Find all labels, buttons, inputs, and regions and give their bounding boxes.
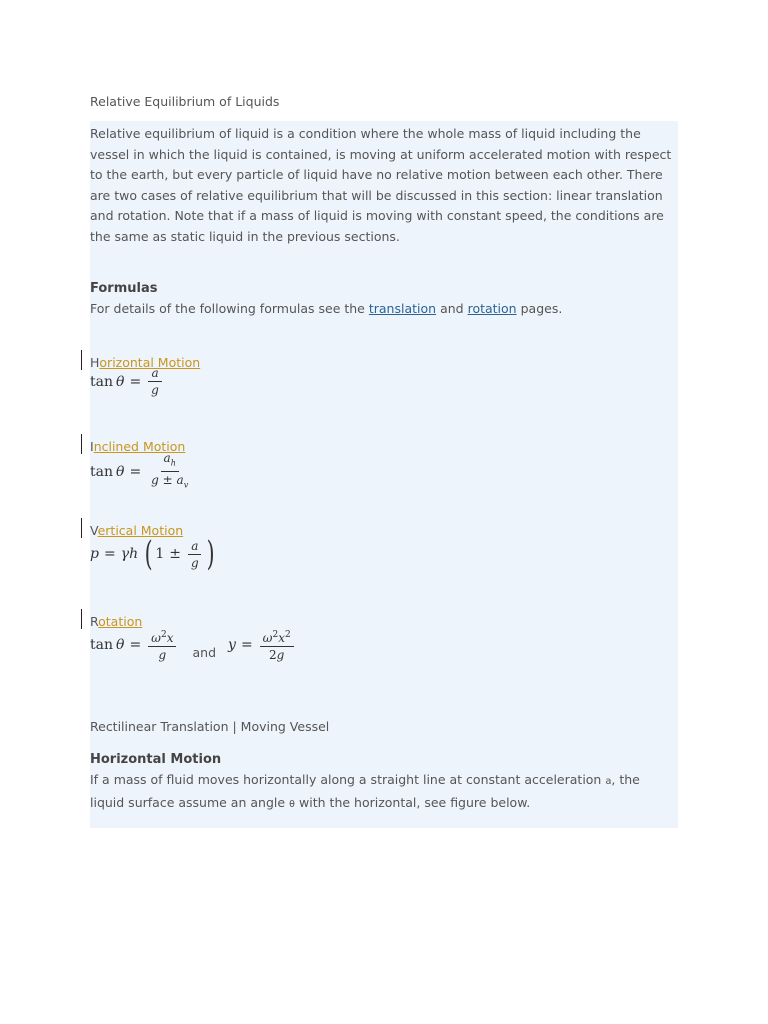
- fraction-a-over-g: $\frac{a}{g}$: [188, 539, 202, 570]
- text-cursor: [81, 609, 82, 629]
- inclined-motion-formula: tan θ = $\frac{a_h}{g \pm a_v}$: [90, 451, 193, 493]
- horizontal-motion-initial: H: [90, 355, 100, 370]
- inclined-motion-initial: I: [90, 439, 94, 454]
- section-title: Rectilinear Translation | Moving Vessel: [90, 719, 330, 734]
- fraction-ah-over-g-pm-av: $\frac{a_h}{g \pm a_v}$: [151, 451, 189, 490]
- text-cursor: [81, 518, 82, 538]
- translation-link[interactable]: translation: [368, 301, 437, 316]
- inclined-motion-link[interactable]: nclined Motion: [93, 439, 186, 454]
- page-title: Relative Equilibrium of Liquids: [90, 94, 280, 109]
- para-part1: If a mass of fluid moves horizontally along a straight line at constant acceleration: [90, 772, 602, 787]
- vertical-motion-formula: p = γh ( 1 ± $\frac{a}{g}$ ): [90, 534, 215, 574]
- vertical-motion-initial: V: [90, 523, 98, 538]
- vertical-motion-link[interactable]: ertical Motion: [97, 523, 184, 538]
- horizontal-motion-link[interactable]: orizontal Motion: [99, 355, 201, 370]
- rotation-link[interactable]: rotation: [467, 301, 517, 316]
- fraction-omega2x-over-g: $\frac{\omega^2x}{g}$: [148, 628, 176, 662]
- horizontal-motion-subheading: Horizontal Motion: [90, 752, 222, 767]
- para-part2: , the liquid surface assume an angle: [90, 772, 640, 810]
- text-cursor: [81, 350, 82, 370]
- details-prefix: For details of the following formulas see the: [90, 301, 365, 316]
- rotation-formula: tan θ = $\frac{\omega^2x}{g}$ and y = $\frac{\omega^2x^2}{2g}$: [90, 628, 296, 662]
- text-cursor: [81, 434, 82, 454]
- formulas-heading: Formulas: [90, 281, 158, 296]
- rotation-heading: [90, 614, 142, 629]
- para-var-a: a: [605, 776, 612, 787]
- vertical-motion-heading: [90, 523, 183, 538]
- rotation-initial: R: [90, 614, 99, 629]
- horizontal-motion-formula: tan θ = $\frac{a}{g}$: [90, 366, 164, 397]
- rotation-and: and: [192, 644, 217, 660]
- horizontal-motion-paragraph: [90, 770, 678, 815]
- intro-paragraph: Relative equilibrium of liquid is a condition where the whole mass of liquid including the vessel in which the liquid is contained, is moving at uniform accelerated motion with respect to the earth, but every particle of liquid have no relative motion between each other. There are two cases of relative equilibrium that will be discussed in this section: linear translation and rotation. Note that if a mass of liquid is moving with constant speed, the conditions are the same as static liquid in the previous sections.: [90, 126, 672, 244]
- para-var-theta: θ: [289, 798, 296, 810]
- para-part3: with the horizontal, see figure below.: [299, 794, 531, 810]
- details-suffix: pages.: [520, 301, 563, 316]
- formulas-details-line: [90, 301, 562, 316]
- rotation-motion-link[interactable]: otation: [98, 614, 143, 629]
- fraction-a-over-g: $\frac{a}{g}$: [148, 366, 162, 397]
- fraction-omega2x2-over-2g: $\frac{\omega^2x^2}{2g}$: [260, 628, 294, 662]
- details-and: and: [440, 301, 464, 316]
